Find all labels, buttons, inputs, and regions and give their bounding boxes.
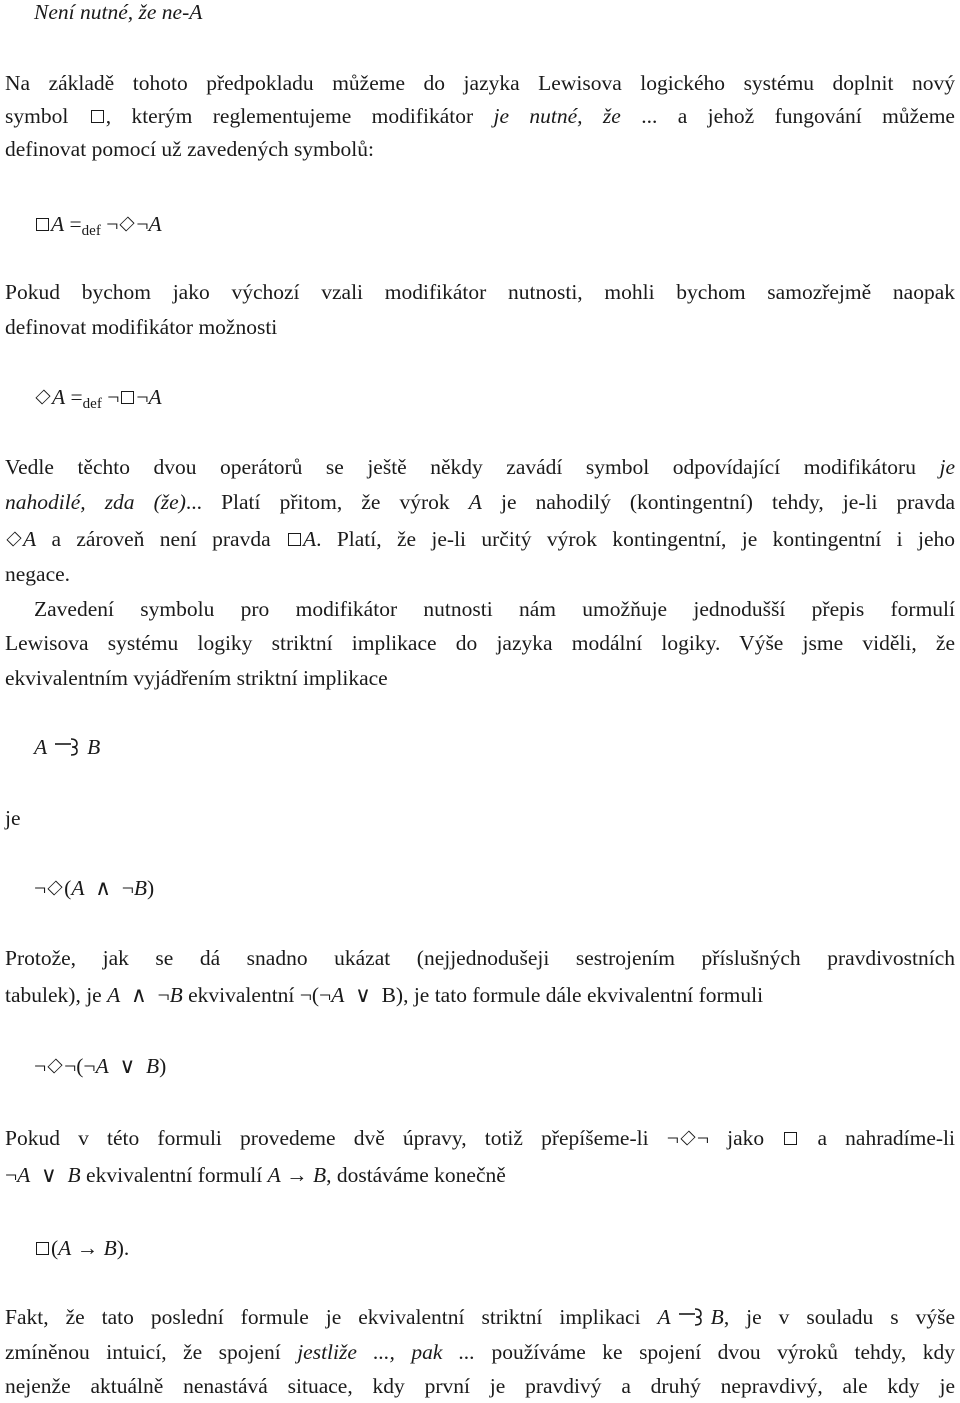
diamond-icon	[6, 531, 21, 546]
text-line: Není nutné, že ne-A	[34, 0, 203, 24]
box-icon	[36, 1242, 49, 1255]
paragraph-line: Lewisova systému logiky striktní implikace do jazyka modální logiky. Výše jsme viděli, že	[5, 631, 955, 655]
paragraph-line: Pokud bychom jako výchozí vzali modifikátor nutnosti, mohli bychom samozřejmě naopak	[5, 280, 955, 304]
paragraph-line: nejenže aktuálně nenastává situace, kdy první je pravdivý a druhý nepravdivý, ale kdy je	[5, 1374, 955, 1398]
diamond-icon	[680, 1130, 695, 1145]
paragraph-line: je	[5, 806, 21, 830]
formula-line: ¬ (A ∧ ¬B)	[34, 876, 155, 900]
paragraph-line: definovat modifikátor možnosti	[5, 315, 278, 339]
formula-line: $A =_{def}$ ¬ ¬A	[34, 382, 955, 412]
box-icon	[121, 391, 134, 404]
paragraph-line: ¬A ∨ B ekvivalentní formulí A → B, dostáváme konečně	[5, 1163, 506, 1187]
diamond-icon	[48, 1058, 63, 1073]
paragraph-line: zmíněnou intuicí, že spojení jestliže ..., pak ... používáme ke spojení dvou výroků tehdy, kdy	[5, 1340, 955, 1364]
paragraph-line: Na základě tohoto předpokladu můžeme do jazyka Lewisova logického systému doplnit nový	[5, 71, 955, 95]
paragraph-line: definovat pomocí už zavedených symbolů:	[5, 137, 374, 161]
diamond-icon	[48, 880, 63, 895]
paragraph-line: Protože, jak se dá snadno ukázat (nejjednodušeji sestrojením příslušných pravdivostních	[5, 946, 955, 970]
formula-line: $A =_{def}$ ¬ ¬A	[34, 209, 955, 239]
box-icon	[288, 533, 301, 546]
strict-implication-icon	[53, 735, 81, 757]
paragraph-line: tabulek), je A ∧ ¬B ekvivalentní ¬(¬A ∨ B), je tato formule dále ekvivalentní formuli	[5, 983, 764, 1007]
formula-line: A B	[34, 735, 101, 759]
paragraph-line: ekvivalentním vyjádřením striktní implikace	[5, 666, 388, 690]
box-icon	[36, 218, 49, 231]
paragraph-line: Pokud v této formuli provedeme dvě úpravy, totiž přepíšeme-li ¬ ¬ jako a nahradíme-li	[5, 1126, 955, 1150]
paragraph-line: symbol , kterým reglementujeme modifikátor je nutné, že ... a jehož fungování můžeme	[5, 104, 955, 128]
diamond-icon	[120, 216, 135, 231]
paragraph-line: Fakt, že tato poslední formule je ekvivalentní striktní implikaci A B, je v souladu s výše	[5, 1305, 955, 1329]
paragraph-line: Zavedení symbolu pro modifikátor nutnosti nám umožňuje jednodušší přepis formulí	[34, 597, 955, 621]
paragraph-line: nahodilé, zda (že)... Platí přitom, že výrok A je nahodilý (kontingentní) tehdy, je-li pravda	[5, 490, 955, 514]
heading-line	[34, 0, 955, 27]
formula-line: (A → B).	[34, 1233, 955, 1263]
diamond-icon	[35, 389, 50, 404]
box-icon	[784, 1132, 797, 1145]
paragraph-line: negace.	[5, 562, 71, 586]
formula-line: ¬ ¬(¬A ∨ B)	[34, 1054, 167, 1078]
strict-implication-icon	[677, 1305, 705, 1327]
paragraph-line: Vedle těchto dvou operátorů se ještě někdy zavádí symbol odpovídající modifikátoru je	[5, 455, 955, 479]
paragraph-line: A a zároveň není pravda A. Platí, že je-li určitý výrok kontingentní, je kontingentní i jeho	[5, 524, 955, 554]
box-icon	[91, 110, 104, 123]
